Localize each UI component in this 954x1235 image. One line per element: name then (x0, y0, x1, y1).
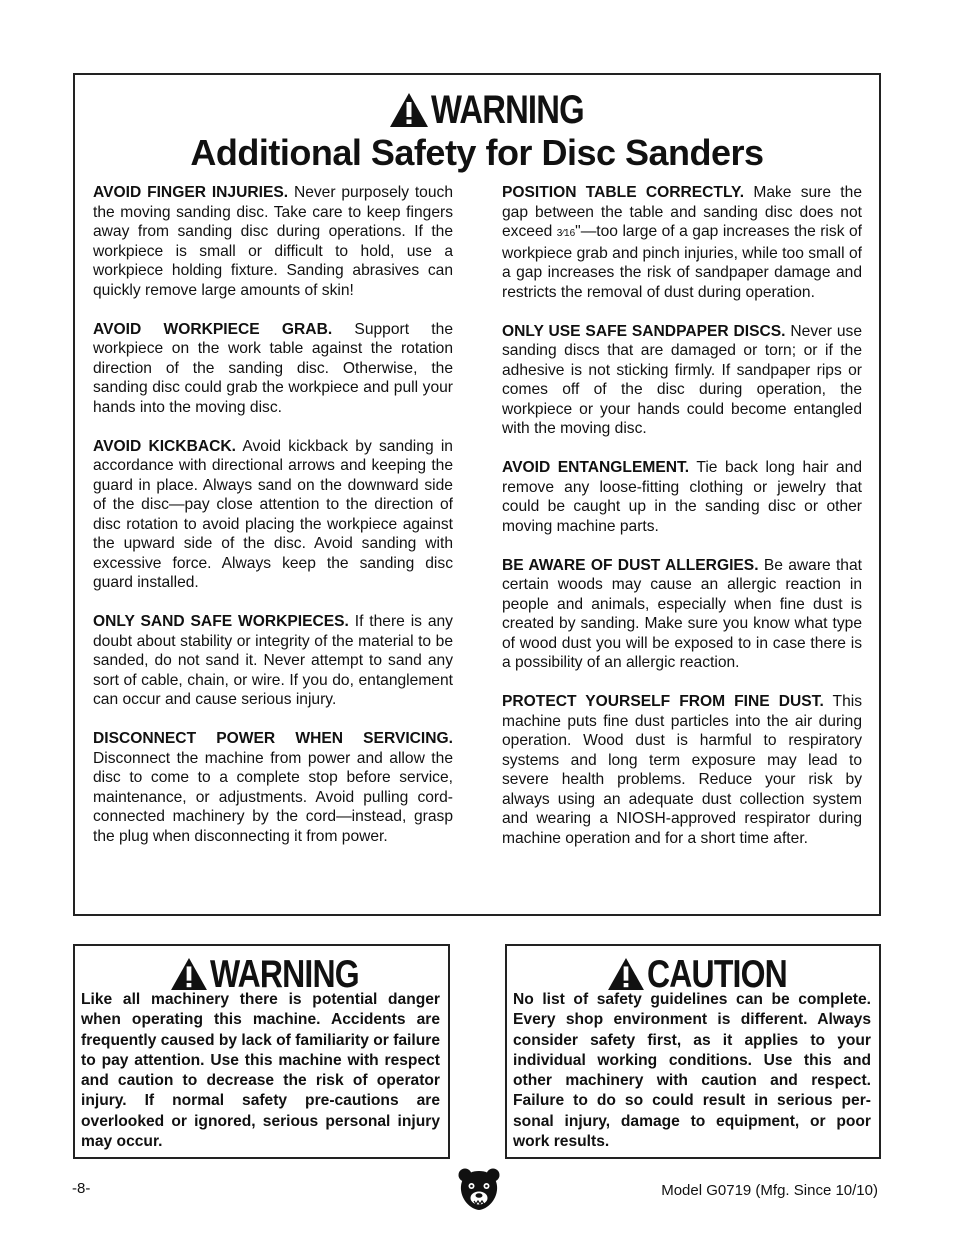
warning-signal-word: WARNING (430, 88, 584, 132)
caution-triangle-icon (607, 957, 645, 991)
paragraph-heading: AVOID FINGER INJURIES. (93, 184, 289, 201)
paragraph-text: Be aware that certain woods may cause an allergic reaction in people and animals, especially when fine dust is created by sanding. Make sure you know what type of wood dust you will be exposed to in case there is a possibility of an allergic reaction. (502, 556, 862, 671)
paragraph-text: "—too large of a gap increases the risk of workpiece grab and pinch injuries, while too small of a gap increases the risk of sandpaper damage and restricts the removal of dust during operation. (502, 223, 862, 301)
paragraph-text: This machine puts fine dust particles into the air during operation. Wood dust is harmful to respiratory systems and long term exposure may lead to severe health problems. Reduce your risk by always using an adequate dust collection system and wearing a NIOSH-approved respirator during machine operation and for a short time after. (502, 693, 863, 847)
page-number: -8- (72, 1180, 91, 1197)
bear-head-icon (456, 1166, 502, 1212)
paragraph-text: Never purposely touch the moving sanding disc. Take care to keep fingers away from sanding disc during operations. If the workpiece is small or difficult to hold, use a workpiece holding fixture. Sanding abrasives can quickly remove large amounts of skin! (93, 184, 453, 299)
safety-paragraph (93, 729, 453, 846)
main-warning-header (75, 88, 879, 132)
paragraph-heading: PROTECT YOURSELF FROM FINE DUST. (502, 693, 824, 710)
model-info: Model G0719 (Mfg. Since 10/10) (661, 1182, 878, 1199)
left-column (93, 183, 453, 866)
paragraph-text: Avoid kickback by sanding in accordance with directional arrows and keeping the guard in place. Always sand on the downward side of the disc—pay close attention to the direction of disc rotation to avoid placing the workpiece against the upward side of the disc. Avoid sanding with excessive force. Always keep the sanding disc guard installed. (93, 437, 453, 591)
page-title: Additional Safety for Disc Sanders (190, 132, 764, 173)
paragraph-text: Support the workpiece on the work table against the rotation direction of the sanding disc. Otherwise, the sanding disc could grab the workpiece and pull your hands into the moving disc. (93, 320, 453, 416)
safety-paragraph (502, 458, 862, 536)
safety-paragraph (93, 437, 453, 593)
safety-paragraph (502, 556, 862, 673)
gap-fraction: 3⁄16 (556, 228, 576, 239)
caution-box-text: No list of safety guidelines can be complete. Every shop environment is different. Always consider safety first, as it applies to your individual working conditions. Use this and other machinery with caution and respect. Failure to do so could result in serious per-sonal injury, damage to equipment, or poor work results. (513, 991, 871, 1151)
paragraph-text: Never use sanding discs that are damaged or torn; or if the adhesive is not sticking firmly. If sandpaper rips or comes off of the disc during operation, the workpiece or your hands could become entangled with the moving disc. (502, 322, 863, 437)
paragraph-heading: BE AWARE OF DUST ALLERGIES. (502, 556, 759, 574)
warning-triangle-icon (170, 957, 208, 991)
safety-paragraph (93, 612, 453, 710)
safety-paragraph (502, 183, 862, 302)
caution-box (505, 944, 881, 1159)
paragraph-heading: ONLY USE SAFE SANDPAPER DISCS. (502, 322, 786, 340)
right-column (502, 183, 862, 868)
main-warning-box (73, 73, 881, 916)
safety-paragraph (93, 183, 453, 300)
paragraph-heading: POSITION TABLE CORRECTLY. (502, 184, 745, 201)
warning-signal-word: WARNING (209, 952, 359, 996)
safety-paragraph (93, 320, 453, 418)
warning-box-text: Like all machinery there is potential danger when operating this machine. Accidents are frequently caused by lack of familiarity or failure to pay attention. Use this machine with respect and caution to decrease the risk of operator injury. If normal safety pre-cautions are overlooked or ignored, serious personal injury may occur. (81, 991, 440, 1151)
safety-paragraph (502, 322, 862, 439)
warning-triangle-icon (389, 92, 429, 128)
paragraph-heading: ONLY SAND SAFE WORKPIECES. (93, 613, 349, 630)
paragraph-text: Disconnect the machine from power and allow the disc to come to a complete stop before service, maintenance, or adjustments. Avoid pulling cord-connected machinery by the cord—instead, grasp the plug when disconnecting it from power. (93, 749, 453, 845)
caution-box-header (507, 952, 879, 996)
warning-box-header (75, 952, 448, 996)
paragraph-heading: AVOID KICKBACK. (93, 437, 236, 455)
safety-paragraph (502, 692, 862, 848)
paragraph-text: If there is any doubt about stability or integrity of the material to be sanded, do not sand it. Never attempt to sand any sort of cable, chain, or wire. If you do, entanglement can occur and cause serious injury. (93, 613, 453, 708)
paragraph-text: Make sure the gap between the table and sanding disc does not exceed (502, 184, 862, 240)
caution-signal-word: CAUTION (646, 952, 787, 996)
paragraph-heading: AVOID ENTANGLEMENT. (502, 459, 690, 476)
paragraph-heading: AVOID WORKPIECE GRAB. (93, 320, 333, 338)
warning-box (73, 944, 450, 1159)
paragraph-text: Tie back long hair and remove any loose-fitting clothing or jewelry that could be caught up in the sanding disc or other moving machine parts. (502, 459, 862, 535)
paragraph-heading: DISCONNECT POWER WHEN SERVICING. (93, 730, 453, 747)
